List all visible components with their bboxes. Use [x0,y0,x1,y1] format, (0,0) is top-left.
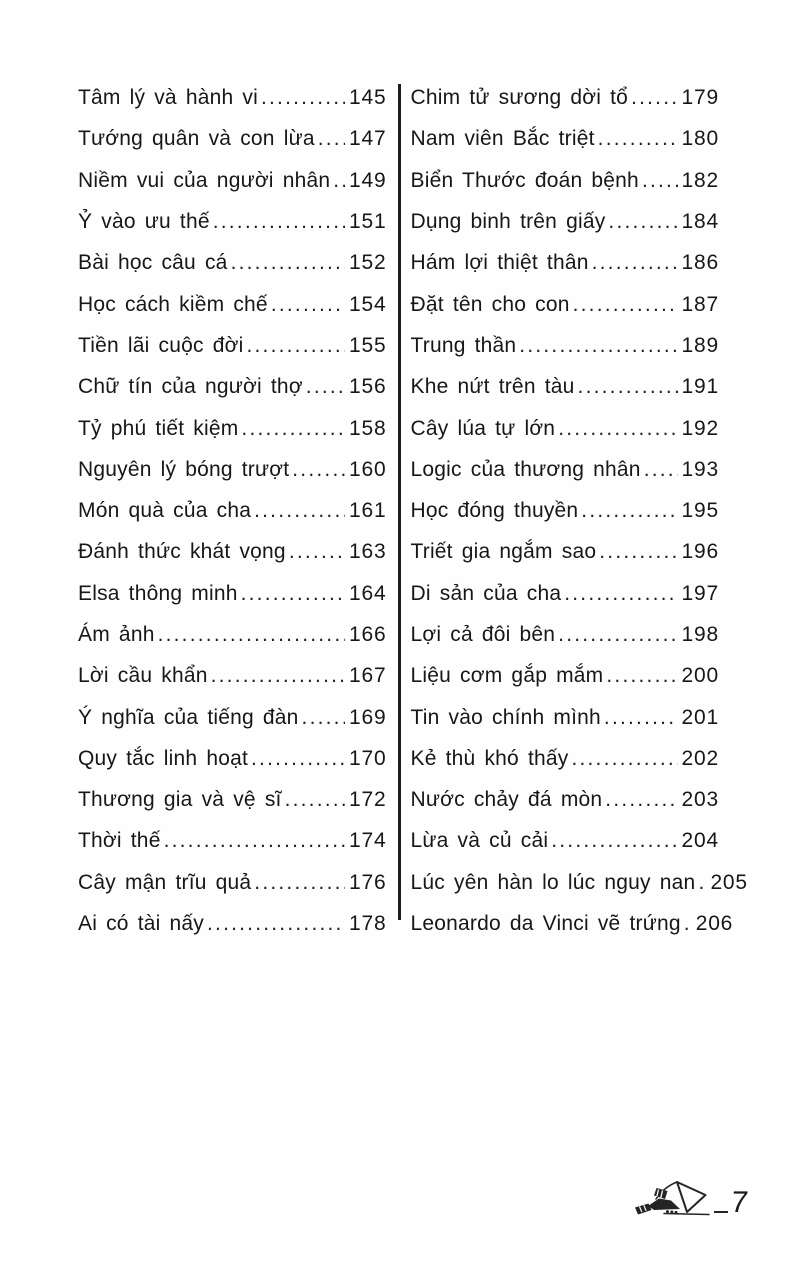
toc-entry-title: Biển Thước đoán bệnh [410,168,639,192]
dot-leader [558,624,677,645]
toc-entry [78,160,387,201]
toc-entry-page: 170 [349,746,387,770]
toc-entry-page: 201 [681,705,719,729]
toc-entry-page: 196 [681,540,719,564]
toc-entry-page: 204 [681,829,719,853]
dot-leader [573,294,678,315]
toc-entry-title: Tin vào chính mình [410,705,601,729]
toc-entry [411,490,720,531]
toc-entry-page: 180 [681,127,719,151]
column-divider [398,84,401,920]
dot-leader [605,789,677,810]
toc-entry-title: Di sản của cha [410,581,562,605]
toc-entry-title: Thương gia và vệ sĩ [78,788,282,812]
toc-entry-page: 149 [349,168,387,192]
toc-column-left [78,77,387,944]
toc-entry-page: 205 [710,870,748,894]
toc-entry [411,779,720,820]
dot-leader [581,500,677,521]
toc-entry-title: Nguyên lý bóng trượt [78,457,290,481]
toc-entry [78,655,387,696]
toc-entry-title: Elsa thông minh [78,581,238,605]
toc-entry [78,779,387,820]
toc-entry [411,201,720,242]
toc-entry-page: 164 [349,581,387,605]
toc-entry [78,738,387,779]
toc-entry-page: 156 [349,375,387,399]
toc-entry-title: Bài học câu cá [78,251,228,275]
toc-entry [78,490,387,531]
dot-leader [231,252,345,273]
toc-entry [411,407,720,448]
toc-entry-title: Niềm vui của người nhân [78,168,331,192]
toc-entry-page: 206 [695,912,734,936]
toc-entry-page: 189 [681,333,719,357]
dot-leader [251,748,345,769]
toc-entry [411,738,720,779]
toc-entry-page: 147 [349,127,387,151]
dot-leader [292,459,345,480]
toc-entry [411,160,720,201]
toc-entry-page: 152 [349,251,387,275]
toc-entry [78,77,387,118]
toc-entry-title: Nước chảy đá mòn [410,788,603,812]
toc-entry [410,903,734,944]
toc-entry-page: 176 [349,870,387,894]
dot-leader [608,211,677,232]
toc-entry-page: 191 [681,375,719,399]
dot-leader [684,913,692,934]
dot-leader [289,541,345,562]
toc-entry-page: 200 [681,664,719,688]
toc-entry-title: Khe nứt trên tàu [410,375,575,399]
toc-entry-page: 166 [349,623,387,646]
dot-leader [246,335,345,356]
dot-leader [207,913,345,934]
dot-leader [631,87,677,108]
dot-leader [241,418,345,439]
toc-entry-page: 202 [681,746,719,770]
toc-entry-title: Ý nghĩa của tiếng đàn [78,705,299,729]
toc-entry-page: 169 [349,705,387,729]
toc-entry-page: 197 [681,581,719,605]
dot-leader [261,87,345,108]
dot-leader [254,500,345,521]
toc-entry-title: Liệu cơm gắp mắm [410,664,604,688]
dot-leader [558,418,677,439]
toc-entry-page: 193 [681,457,719,481]
toc-entry [411,573,720,614]
toc-entry-title: Tiền lãi cuộc đời [78,333,244,357]
dot-leader [598,128,678,149]
toc-entry-page: 160 [349,457,387,481]
toc-entry [411,366,720,407]
table-of-contents [78,77,748,944]
toc-entry [78,366,387,407]
toc-entry [411,77,720,118]
toc-entry-page: 195 [681,499,719,523]
toc-entry-title: Học đóng thuyền [410,499,579,523]
toc-entry-page: 182 [681,168,719,192]
dot-leader [592,252,678,273]
toc-entry [78,283,387,324]
toc-entry-page: 174 [349,829,387,853]
toc-entry [78,820,387,861]
toc-entry-title: Lời cầu khẩn [78,664,208,688]
toc-entry-page: 158 [349,416,387,440]
toc-entry-title: Nam viên Bắc triệt [410,127,595,151]
toc-entry-page: 167 [349,664,387,688]
toc-entry-page: 178 [349,912,387,936]
toc-entry-page: 163 [349,540,387,564]
dot-leader [599,541,677,562]
toc-entry-page: 198 [681,623,719,646]
dot-leader [698,872,706,893]
toc-entry-title: Lợi cả đôi bên [410,623,556,646]
toc-entry-title: Học cách kiềm chế [78,292,268,316]
toc-entry-page: 172 [349,788,387,812]
toc-entry-page: 161 [349,499,387,523]
toc-entry-title: Lừa và củ cải [410,829,549,853]
toc-entry [411,283,720,324]
toc-entry [78,325,387,366]
toc-entry [78,614,387,655]
toc-column-right [410,77,748,944]
toc-entry-title: Ai có tài nấy [78,912,204,936]
toc-entry-page: 184 [681,210,719,234]
toc-entry [411,449,720,490]
toc-entry-title: Dụng binh trên giấy [410,210,606,234]
dot-leader [164,830,345,851]
toc-entry-page: 187 [681,292,719,316]
toc-entry [78,201,387,242]
toc-entry [78,573,387,614]
dot-leader [606,665,677,686]
dot-leader [642,170,678,191]
dot-leader [254,872,345,893]
toc-entry-title: Quy tắc linh hoạt [78,746,248,770]
page-number: 7 [729,1186,750,1219]
toc-entry-title: Cây mận trĩu quả [78,870,252,894]
dot-leader [571,748,677,769]
toc-entry-page: 151 [349,210,387,234]
toc-entry-title: Chữ tín của người thợ [78,375,303,399]
dot-leader [564,583,677,604]
toc-entry [411,531,720,572]
toc-entry-page: 155 [349,333,387,357]
toc-entry [411,655,720,696]
toc-entry [78,531,387,572]
toc-entry-title: Leonardo da Vinci vẽ trứng [410,912,681,936]
toc-entry-title: Món quà của cha [78,499,252,523]
dot-leader [306,376,345,397]
toc-entry-title: Tâm lý và hành vi [78,86,258,110]
toc-entry [78,449,387,490]
dot-leader [604,707,678,728]
toc-entry [410,862,748,903]
dot-leader [519,335,677,356]
toc-entry-page: 186 [681,251,719,275]
toc-entry-page: 154 [349,292,387,316]
toc-entry-title: Trung thần [410,333,517,357]
dot-leader [213,211,345,232]
toc-entry-page: 179 [681,86,719,110]
toc-entry-title: Chim tử sương dời tổ [410,86,629,110]
toc-entry-title: Ỷ vào ưu thế [78,210,210,234]
toc-entry-title: Kẻ thù khó thấy [410,746,569,770]
dot-leader [158,624,345,645]
dot-leader [302,707,346,728]
toc-entry [78,862,387,903]
toc-entry [411,696,720,737]
toc-entry-page: 203 [681,788,719,812]
toc-entry-title: Lúc yên hàn lo lúc nguy nan [410,870,696,894]
toc-entry-title: Cây lúa tự lớn [410,416,556,440]
toc-entry-title: Hám lợi thiệt thân [410,251,589,275]
toc-entry [411,118,720,159]
toc-entry [78,118,387,159]
toc-entry [78,903,387,944]
toc-entry-title: Triết gia ngắm sao [410,540,597,564]
page-footer [633,1155,763,1217]
dot-leader [551,830,677,851]
toc-entry [411,820,720,861]
toc-entry-page: 192 [681,416,719,440]
dot-leader [333,170,345,191]
toc-entry [411,325,720,366]
toc-entry-title: Tỷ phú tiết kiệm [78,416,239,440]
toc-entry [78,407,387,448]
toc-entry [411,614,720,655]
dot-leader [578,376,678,397]
toc-entry-title: Ám ảnh [78,623,155,646]
toc-entry-title: Đánh thức khát vọng [78,540,286,564]
dot-leader [285,789,345,810]
toc-entry [78,242,387,283]
dot-leader [241,583,345,604]
dot-leader [271,294,345,315]
dot-leader [644,459,678,480]
toc-entry [78,696,387,737]
dot-leader [318,128,345,149]
toc-entry-title: Đặt tên cho con [410,292,570,316]
crashed-kite-doodle [633,1159,713,1217]
toc-entry-title: Logic của thương nhân [410,457,641,481]
toc-entry-page: 145 [349,86,387,110]
dot-leader [211,665,345,686]
footer-dash [714,1211,728,1213]
toc-entry [411,242,720,283]
toc-entry-title: Tướng quân và con lừa [78,127,315,151]
toc-entry-title: Thời thế [78,829,161,853]
